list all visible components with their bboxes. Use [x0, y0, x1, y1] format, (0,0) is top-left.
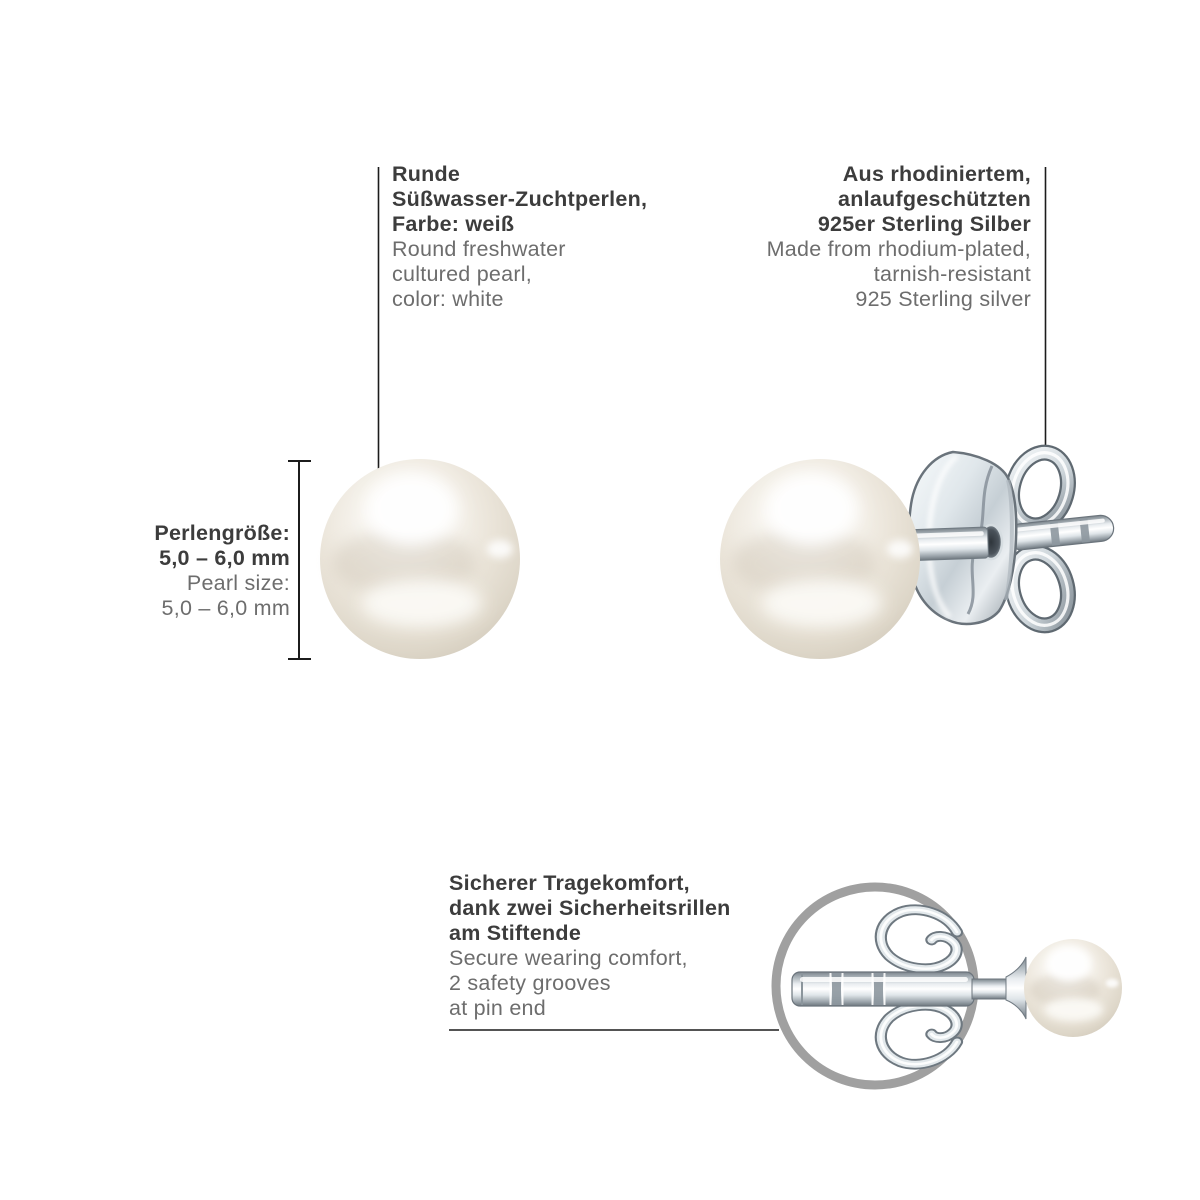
silver-material-note — [767, 162, 1031, 312]
magnifier-detail — [776, 887, 1122, 1085]
pearl-cup — [1006, 957, 1026, 1019]
wearing-comfort-de-line1: Sicherer Tragekomfort, — [449, 871, 690, 895]
wearing-comfort-note — [449, 871, 731, 1021]
pearl-material-de-line1: Runde — [392, 162, 461, 186]
wearing-comfort-en-line3: at pin end — [449, 996, 546, 1020]
stud-pearl — [720, 459, 920, 659]
silver-material-en-line2: tarnish-resistant — [873, 262, 1031, 286]
pearl-material-de-line2: Süßwasser-Zuchtperlen, — [392, 187, 648, 211]
pearl-size-de-line1: Perlengröße: — [154, 521, 290, 545]
silver-material-en-line3: 925 Sterling silver — [855, 287, 1031, 311]
pin-neck — [972, 979, 1008, 999]
pearl-material-en-line1: Round freshwater — [392, 237, 566, 261]
detail-pearl — [1024, 939, 1122, 1037]
stud-earring-side-view — [720, 446, 1115, 659]
silver-material-de-line2: anlaufgeschützten — [838, 187, 1031, 211]
wearing-comfort-de-line2: dank zwei Sicherheitsrillen — [449, 896, 731, 920]
pearl-material-note — [392, 162, 647, 312]
wearing-comfort-de-line3: am Stiftende — [449, 921, 582, 945]
pearl-size-bracket — [288, 461, 311, 659]
pearl-front-view — [320, 459, 520, 659]
silver-material-en-line1: Made from rhodium-plated, — [766, 237, 1031, 261]
pearl-size-de-line2: 5,0 – 6,0 mm — [159, 546, 290, 570]
wearing-comfort-en-line2: 2 safety grooves — [449, 971, 611, 995]
pearl-size-note — [154, 521, 290, 621]
pearl-material-en-line3: color: white — [392, 287, 504, 311]
silver-material-de-line3: 925er Sterling Silber — [817, 212, 1031, 236]
pearl-size-en-line2: 5,0 – 6,0 mm — [161, 596, 290, 620]
wearing-comfort-en-line1: Secure wearing comfort, — [449, 946, 688, 970]
pearl-size-en-line1: Pearl size: — [186, 571, 290, 595]
pearl-material-de-line3: Farbe: weiß — [392, 212, 515, 236]
silver-material-de-line1: Aus rhodiniertem, — [842, 162, 1031, 186]
pearl-material-en-line2: cultured pearl, — [392, 262, 532, 286]
